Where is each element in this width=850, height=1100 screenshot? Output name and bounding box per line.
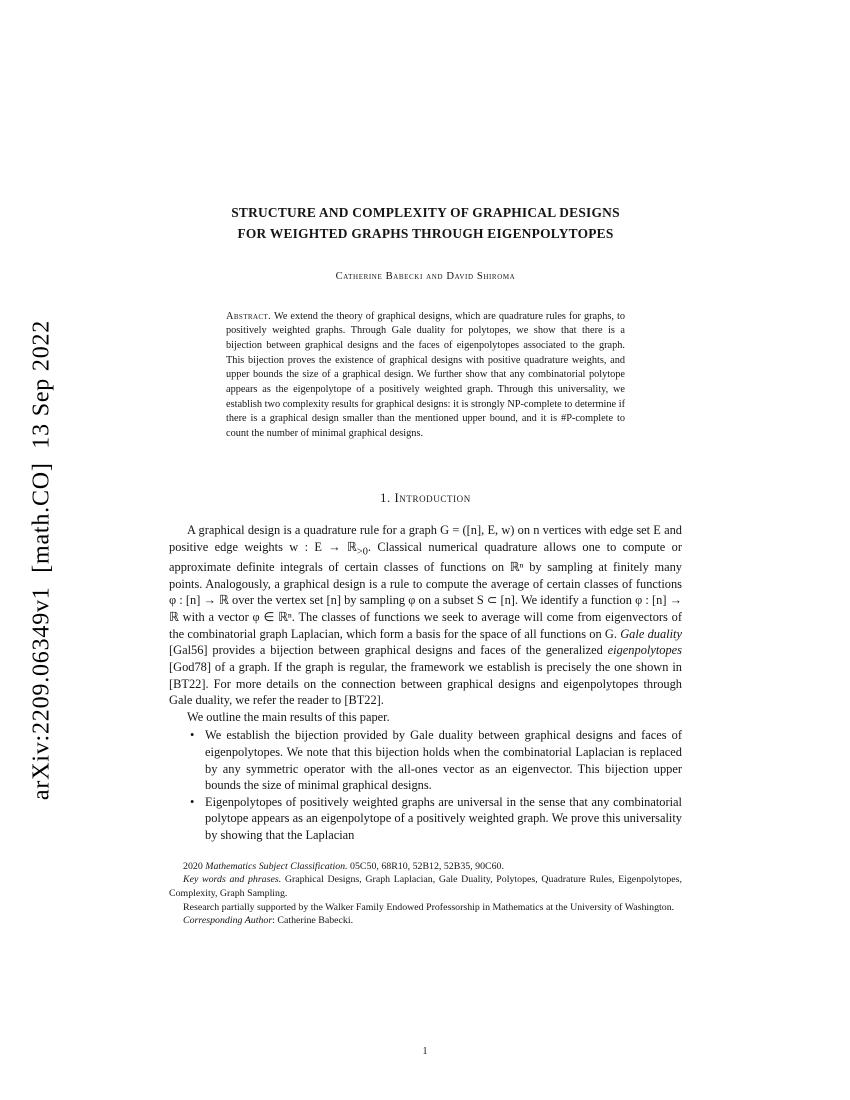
list-item bbox=[205, 727, 682, 793]
footnote-msc bbox=[169, 860, 682, 874]
footnote-msc-codes: 05C50, 68R10, 52B12, 52B35, 90C60. bbox=[347, 860, 504, 872]
authors-line: Catherine Babecki and David Shiroma bbox=[335, 270, 516, 282]
introduction-body bbox=[169, 522, 682, 843]
footnote-funding: Research partially supported by the Walker Family Endowed Professorship in Mathematics at the University of Washington. bbox=[183, 901, 675, 913]
footnote-corresponding-name: : Catherine Babecki. bbox=[272, 915, 354, 927]
title-line-2: FOR WEIGHTED GRAPHS THROUGH EIGENPOLYTOPES bbox=[237, 226, 614, 242]
abstract-label: Abstract. bbox=[226, 310, 272, 322]
intro-p1-subscript: >0 bbox=[356, 546, 368, 558]
intro-paragraph-1 bbox=[169, 522, 682, 708]
paper-content bbox=[169, 0, 682, 928]
intro-paragraph-2: We outline the main results of this paper. bbox=[187, 709, 390, 724]
footnote-msc-label-italic: Mathematics Subject Classification. bbox=[205, 860, 348, 872]
section-heading: 1. Introduction bbox=[380, 491, 471, 506]
results-list bbox=[169, 727, 682, 843]
intro-p1-gale-duality-italic: Gale duality bbox=[620, 626, 682, 641]
intro-p1-text-d: [God78] of a graph. If the graph is regular, the framework we establish is precisely the one shown in [BT22]. For more details on the connection between graphical designs and eigenpolytopes through Gale duality, we refer the reader to [BT22]. bbox=[169, 659, 682, 708]
footnote-keywords-list: Graphical Designs, Graph Laplacian, Gale Duality, Polytopes, Quadrature Rules, Eigenpolytopes, Complexity, Graph Sampling. bbox=[169, 874, 682, 899]
title-line-1: STRUCTURE AND COMPLEXITY OF GRAPHICAL DESIGNS bbox=[231, 205, 620, 220]
abstract-block bbox=[226, 310, 625, 441]
arxiv-watermark: arXiv:2209.06349v1 [math.CO] 13 Sep 2022 bbox=[28, 319, 55, 801]
list-item-text: Eigenpolytopes of positively weighted graphs are universal in the sense that any combinatorial polytope appears as an eigenpolytope of a positively weighted graph. We prove this universality by showing that the Laplacian bbox=[205, 794, 682, 843]
footnote-keywords-label-italic: Key words and phrases. bbox=[183, 874, 282, 886]
intro-p1-text-a: A graphical design is a quadrature rule for a graph G = ([n], E, w) on n vertices with edge set E and positive edge weights w : E → ℝ bbox=[169, 523, 682, 554]
abstract-text: We extend the theory of graphical designs, which are quadrature rules for graphs, to positively weighted graphs. Through Gale duality for polytopes, we show that there is a bijection between graphical designs and the faces of eigenpolytopes associated to the graph. This bijection proves the existence of graphical designs with positive quadrature weights, and upper bounds the size of a graphical design. We further show that any combinatorial polytope appears as the eigenpolytope of a positively weighted graph. Through this universality, we establish two complexity results for graphical designs: it is strongly NP-complete to determine if there is a graphical design smaller than the mentioned upper bound, and it is #P-complete to count the number of minimal graphical designs. bbox=[226, 310, 625, 439]
list-item-text: We establish the bijection provided by Gale duality between graphical designs and faces of eigenpolytopes. We note that this bijection holds when the combinatorial Laplacian is replaced by any symmetric operator with the all-ones vector as an eigenvector. This bijection upper bounds the size of minimal graphical designs. bbox=[205, 728, 682, 793]
intro-p1-text-b: . Classical numerical quadrature allows one to compute or approximate definite integrals of certain classes of functions on ℝⁿ by sampling at finitely many points. Analogously, a graphical design is a rule to compute the average of certain classes of functions φ : [n] → ℝ over the vertex set [n] by sampling φ on a subset S ⊂ [n]. We identify a function φ : [n] → ℝ with a vector φ ∈ ℝⁿ. The classes of functions we seek to average will come from eigenvectors of the combinatorial graph Laplacian, which form a basis for the space of all functions on G. bbox=[169, 539, 682, 641]
intro-p1-eigenpolytopes-italic: eigenpolytopes bbox=[607, 643, 682, 658]
footnote-keywords bbox=[169, 873, 682, 900]
footnote-corresponding bbox=[169, 914, 682, 928]
footnote-msc-year: 2020 bbox=[183, 860, 206, 872]
footnotes-block bbox=[169, 860, 682, 928]
page-number: 1 bbox=[422, 1046, 428, 1057]
list-item bbox=[205, 794, 682, 844]
paper-title bbox=[169, 202, 682, 245]
intro-p1-text-c: [Gal56] provides a bijection between graphical designs and faces of the generalized bbox=[169, 643, 608, 658]
footnote-corresponding-label-italic: Corresponding Author bbox=[183, 915, 273, 927]
